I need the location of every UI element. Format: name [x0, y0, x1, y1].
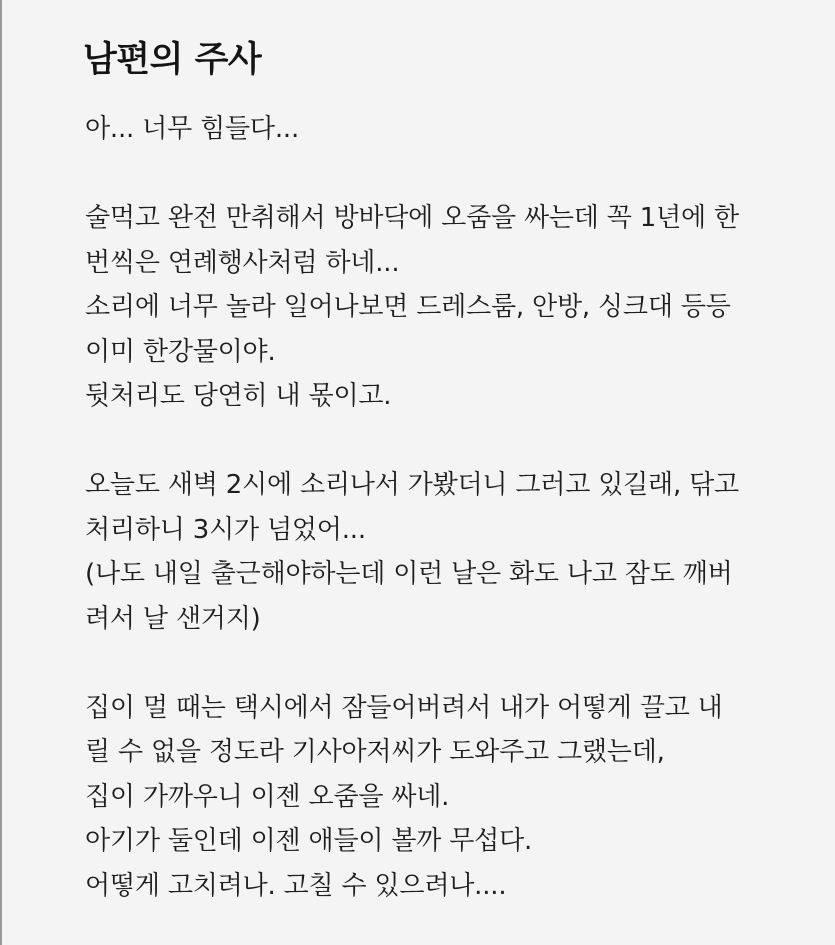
- post-body: [85, 107, 805, 908]
- body-line: 뒷처리도 당연히 내 몫이고.: [85, 381, 392, 411]
- body-line: 집이 가까우니 이젠 오줌을 싸네.: [85, 781, 450, 812]
- post-title: 남편의 주사: [83, 40, 262, 80]
- body-line: 번씩은 연례행사처럼 하네...: [85, 247, 400, 278]
- body-line: 처리하니 3시가 넘었어...: [85, 514, 366, 545]
- body-line: 아... 너무 힘들다...: [85, 114, 300, 144]
- body-line: 이미 한강물이야.: [85, 336, 276, 367]
- left-border: [0, 0, 2, 945]
- body-line: 술먹고 완전 만취해서 방바닥에 오줌을 싸는데 꼭 1년에 한: [85, 203, 739, 233]
- body-line: 려서 날 샌거지): [85, 603, 261, 634]
- body-line: 소리에 너무 놀라 일어나보면 드레스룸, 안방, 싱크대 등등: [85, 292, 731, 322]
- paragraph-gap: [85, 419, 805, 464]
- paragraph-gap: [85, 152, 805, 197]
- body-line: 어떻게 고치려나. 고칠 수 있으려나....: [85, 870, 507, 901]
- body-line: 오늘도 새벽 2시에 소리나서 가봤더니 그러고 있길래, 닦고: [85, 470, 739, 500]
- paragraph-gap: [85, 641, 805, 686]
- body-line: 릴 수 없을 정도라 기사아저씨가 도와주고 그랬는데,: [85, 737, 665, 767]
- body-line: (나도 내일 출근해야하는데 이런 날은 화도 나고 잠도 깨버: [85, 559, 733, 589]
- body-line: 집이 멀 때는 택시에서 잠들어버려서 내가 어떻게 끌고 내: [85, 692, 723, 723]
- body-line: 아기가 둘인데 이젠 애들이 볼까 무섭다.: [85, 826, 533, 856]
